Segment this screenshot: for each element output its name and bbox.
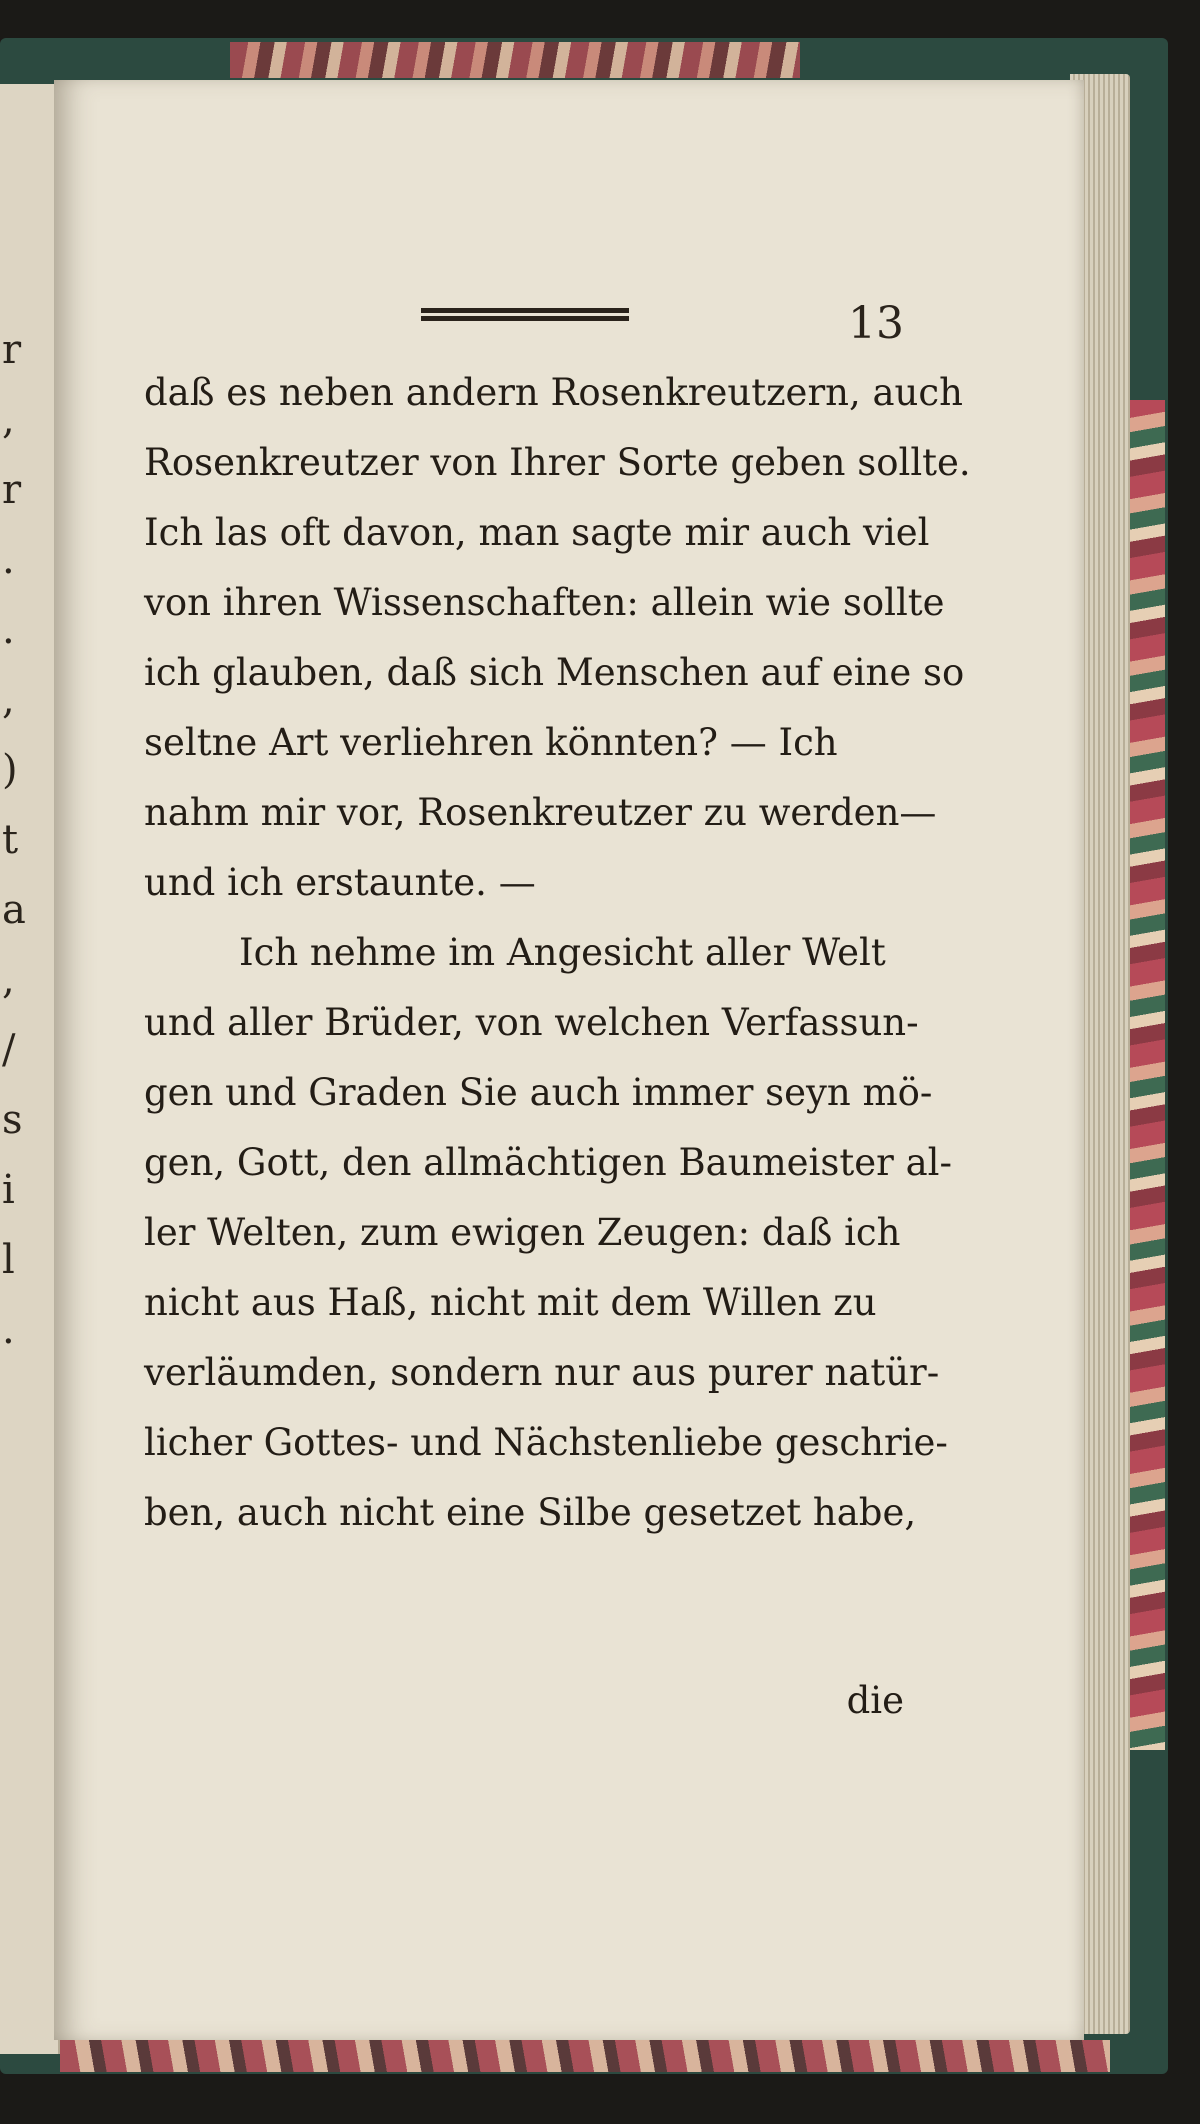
left-page-fragment: t	[2, 817, 19, 863]
left-page-fragments	[0, 84, 58, 2054]
text-line: Ich las oft davon, man sagte mir auch viel	[144, 511, 930, 554]
left-page-fragment: a	[2, 887, 26, 933]
left-page-edge	[0, 84, 60, 2054]
left-page-fragment: .	[2, 607, 15, 653]
text-line: verläumden, sondern nur aus purer natür-	[144, 1351, 940, 1394]
text-line: ich glauben, daß sich Menschen auf eine so	[144, 651, 965, 694]
header-rule	[421, 308, 629, 322]
left-page-fragment: ,	[2, 397, 15, 443]
left-page-fragment: s	[2, 1097, 23, 1143]
paragraph-first-line: Ich nehme im Angesicht aller Welt	[239, 931, 886, 974]
text-line: gen, Gott, den allmächtigen Baumeister al-	[144, 1141, 952, 1184]
text-line: daß es neben andern Rosenkreutzern, auch	[144, 371, 963, 414]
left-page-fragment: r	[2, 327, 22, 373]
text-line: gen und Graden Sie auch immer seyn mö-	[144, 1071, 933, 1114]
left-page-fragment: l	[2, 1237, 15, 1283]
text-line: und aller Brüder, von welchen Verfassun-	[144, 1001, 919, 1044]
right-page	[54, 80, 1084, 2040]
text-line: Rosenkreutzer von Ihrer Sorte geben sollte.	[144, 441, 971, 484]
left-page-fragment: ,	[2, 677, 15, 723]
left-page-fragment: .	[2, 1307, 15, 1353]
text-line: und ich erstaunte. —	[144, 861, 536, 904]
catchword: die	[846, 1679, 904, 1722]
left-page-fragment: .	[2, 537, 15, 583]
text-line: nicht aus Haß, nicht mit dem Willen zu	[144, 1281, 877, 1324]
text-line: von ihren Wissenschaften: allein wie sollte	[144, 581, 945, 624]
page-number: 13	[848, 298, 904, 349]
text-line: seltne Art verliehren könnten? — Ich	[144, 721, 838, 764]
text-line: licher Gottes- und Nächstenliebe geschrie-	[144, 1421, 948, 1464]
left-page-fragment: i	[2, 1167, 15, 1213]
text-line: ben, auch nicht eine Silbe gesetzet habe,	[144, 1491, 917, 1534]
left-page-fragment: r	[2, 467, 22, 513]
body-text	[144, 358, 971, 1548]
marbled-edge-top	[230, 42, 800, 78]
left-page-fragment: /	[2, 1027, 16, 1073]
text-line: nahm mir vor, Rosenkreutzer zu werden—	[144, 791, 937, 834]
left-page-fragment: )	[2, 747, 18, 793]
marbled-edge-bottom	[60, 2040, 1110, 2072]
left-page-fragment: ,	[2, 957, 15, 1003]
header-rule-bar	[421, 316, 629, 321]
text-line: ler Welten, zum ewigen Zeugen: daß ich	[144, 1211, 901, 1254]
header-rule-bar	[421, 308, 629, 313]
